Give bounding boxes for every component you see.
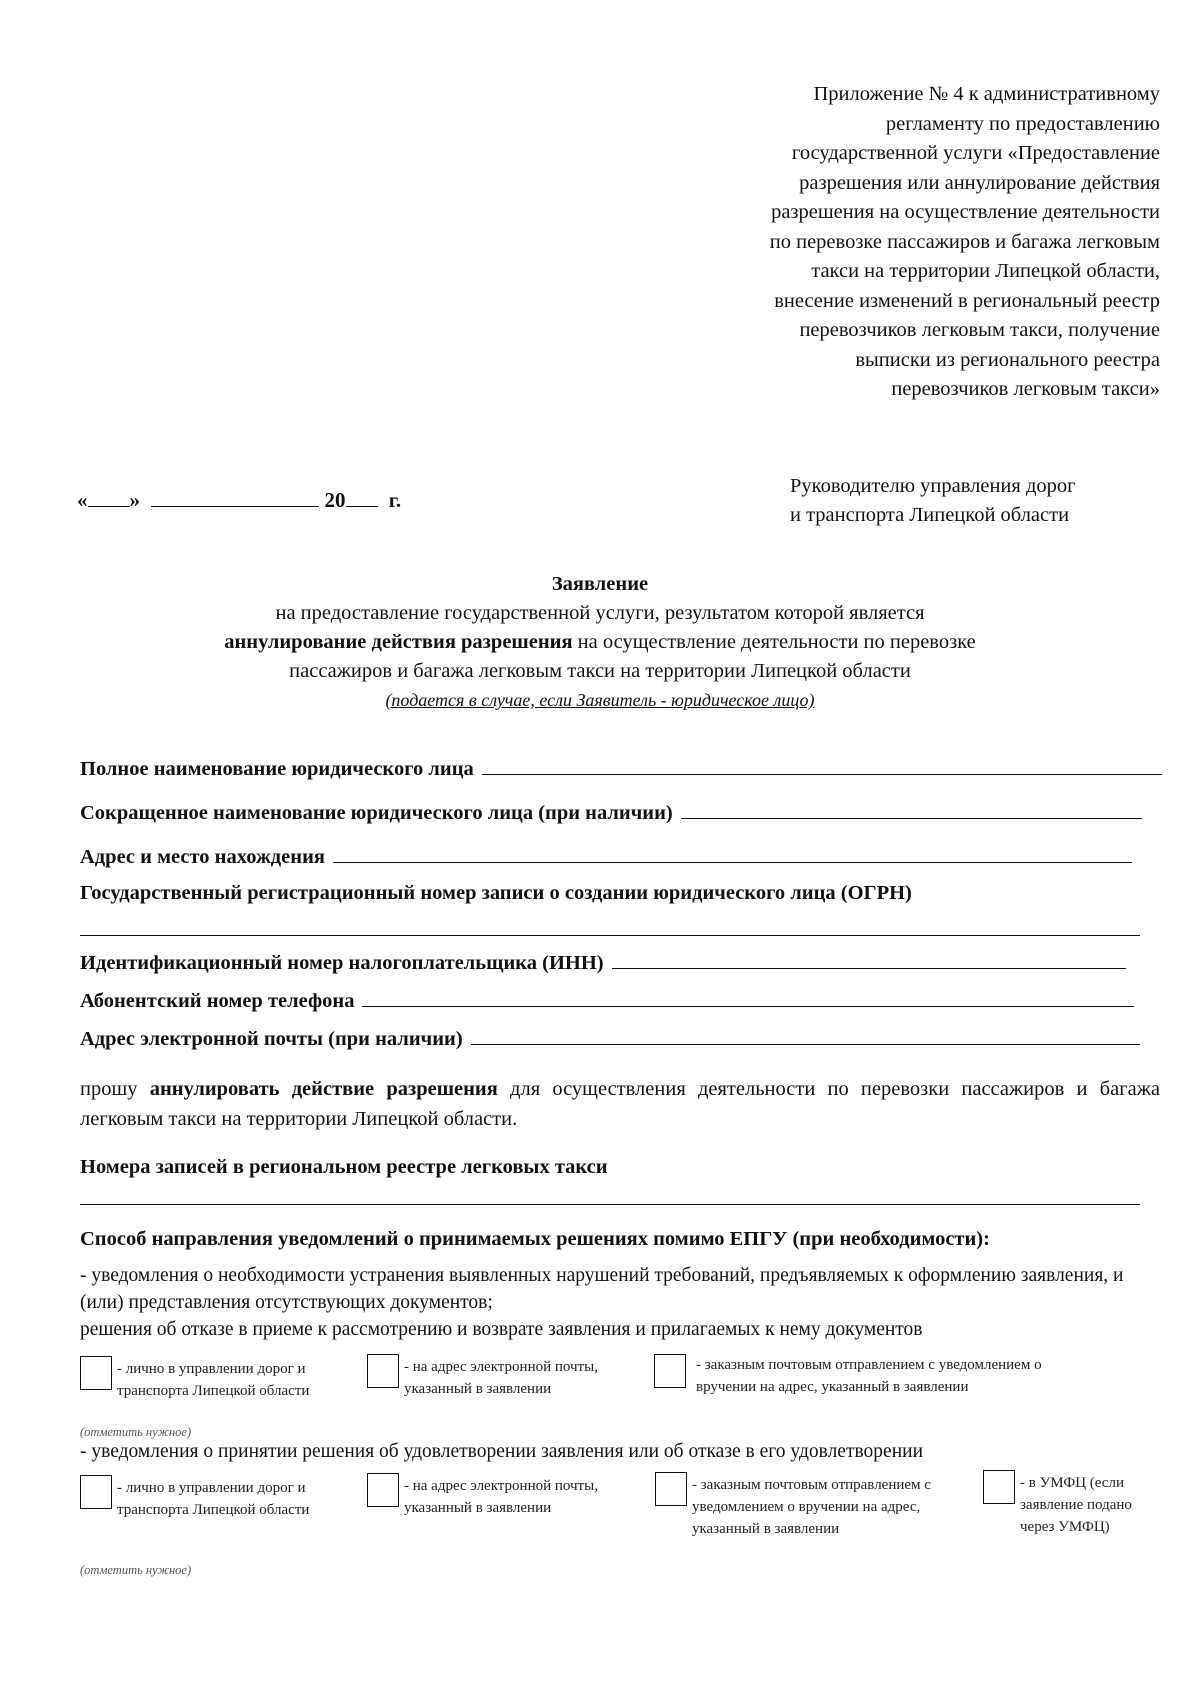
annex-line: по перевозке пассажиров и багажа легковым <box>769 230 1160 253</box>
annex-line: выписки из регионального реестра <box>855 348 1160 371</box>
option-line: указанный в заявлении <box>692 1521 840 1537</box>
annex-line: перевозчиков легковым такси» <box>891 378 1160 400</box>
year-suffix: г. <box>388 488 402 512</box>
notify1-mark-hint: (отметить нужное) <box>80 1425 192 1439</box>
notify2-option-post <box>692 1474 931 1540</box>
option-line: - в УМФЦ (если <box>1020 1475 1124 1491</box>
field-phone <box>80 990 1134 1013</box>
field-full-name <box>80 758 1162 781</box>
field-inn <box>80 952 1126 975</box>
notify2-checkbox-email[interactable] <box>367 1473 399 1507</box>
field-label: Адрес электронной почты (при наличии) <box>80 1028 463 1050</box>
day-blank[interactable] <box>88 488 130 507</box>
date-line <box>77 488 401 513</box>
inn-input-line[interactable] <box>612 952 1126 969</box>
email-input-line[interactable] <box>471 1028 1140 1045</box>
notify1-option-post <box>696 1354 1042 1398</box>
field-label: Полное наименование юридического лица <box>80 758 474 780</box>
request-bold-phrase: аннулировать действие разрешения <box>149 1078 498 1100</box>
field-label: Сокращенное наименование юридического лица (при наличии) <box>80 802 673 824</box>
field-address <box>80 846 1132 869</box>
option-line: транспорта Липецкой области <box>117 1383 310 1399</box>
option-line: указанный в заявлении <box>404 1500 552 1516</box>
notify1-checkbox-post[interactable] <box>654 1354 686 1388</box>
title-line: пассажиров и багажа легковым такси на территории Липецкой области <box>289 660 911 682</box>
annex-line: такси на территории Липецкой области, <box>811 260 1160 282</box>
field-label: Абонентский номер телефона <box>80 990 355 1012</box>
notify1-option-personal <box>117 1358 309 1402</box>
annex-line: внесение изменений в региональный реестр <box>774 289 1160 312</box>
notify1-checkbox-personal[interactable] <box>80 1356 112 1390</box>
date-open-quote: « <box>77 488 88 512</box>
notify2-checkbox-personal[interactable] <box>80 1475 112 1509</box>
address-input-line[interactable] <box>333 846 1132 863</box>
option-line: заявление подано <box>1020 1497 1132 1513</box>
notify2-option-email <box>404 1475 598 1519</box>
title-heading: Заявление <box>551 573 649 595</box>
title-bold-phrase: аннулирование действия разрешения <box>224 631 573 653</box>
option-line: - заказным почтовым отправлением с <box>692 1477 931 1493</box>
option-line: - заказным почтовым отправлением с уведомлением о <box>696 1357 1042 1373</box>
field-label: Идентификационный номер налогоплательщика (ИНН) <box>80 952 604 974</box>
month-blank[interactable] <box>151 488 319 507</box>
year-prefix: 20 <box>324 488 346 512</box>
option-line: указанный в заявлении <box>404 1381 552 1397</box>
notify1-option-email <box>404 1356 598 1400</box>
short-name-input-line[interactable] <box>681 802 1142 819</box>
annex-line: Приложение № 4 к административному <box>813 83 1160 105</box>
notify1-checkbox-email[interactable] <box>367 1354 399 1388</box>
notify-label: Способ направления уведомлений о принимаемых решениях помимо ЕПГУ (при необходимости): <box>80 1228 990 1250</box>
annex-line: государственной услуги «Предоставление <box>791 142 1160 164</box>
request-text: для осуществления деятельности по перевозки пассажиров и багажа легковым такси на территории Липецкой области. <box>80 1078 1160 1130</box>
annex-line: разрешения на осуществление деятельности <box>771 201 1160 223</box>
annex-line: регламенту по предоставлению <box>885 112 1160 135</box>
recipient-line: и транспорта Липецкой области <box>790 504 1070 526</box>
option-line: - лично в управлении дорог и <box>117 1361 306 1377</box>
field-label: Адрес и место нахождения <box>80 846 325 868</box>
registry-input-line[interactable] <box>80 1204 1140 1205</box>
request-paragraph <box>80 1074 1160 1134</box>
option-line: - лично в управлении дорог и <box>117 1480 306 1496</box>
field-ogrn <box>80 882 912 905</box>
option-line: - на адрес электронной почты, <box>404 1478 598 1494</box>
notify2-text: - уведомления о принятии решения об удовлетворении заявления или об отказе в его удовлетворении <box>80 1441 924 1462</box>
notify2-checkbox-mfc[interactable] <box>983 1470 1015 1504</box>
notify1-text: - уведомления о необходимости устранения выявленных нарушений требований, предъявляемых к оформлению заявления, и (или) представления отсутствующих документов; <box>80 1265 1124 1313</box>
phone-input-line[interactable] <box>362 990 1134 1007</box>
annex-header <box>640 80 1160 405</box>
registry-label: Номера записей в региональном реестре легковых такси <box>80 1156 608 1178</box>
notify2-checkbox-post[interactable] <box>655 1472 687 1506</box>
ogrn-input-line[interactable] <box>80 935 1140 936</box>
request-text: прошу <box>80 1078 150 1100</box>
field-short-name <box>80 802 1142 825</box>
title-line: на предоставление государственной услуги, результатом которой является <box>275 602 925 624</box>
title-line <box>70 628 1130 657</box>
date-close-quote: » <box>129 488 140 512</box>
option-line: - на адрес электронной почты, <box>404 1359 598 1375</box>
field-email <box>80 1028 1140 1051</box>
title-line-rest: на осуществление деятельности по перевозке <box>572 631 976 653</box>
notify1-text2: решения об отказе в приеме к рассмотрению и возврате заявления и прилагаемых к нему документов <box>80 1319 923 1340</box>
year-blank[interactable] <box>346 488 378 507</box>
field-label: Государственный регистрационный номер записи о создании юридического лица (ОГРН) <box>80 882 912 904</box>
title-note: (подается в случае, если Заявитель - юридическое лицо) <box>385 690 815 710</box>
option-line: через УМФЦ) <box>1020 1519 1110 1535</box>
document-title <box>70 570 1130 715</box>
option-line: вручении на адрес, указанный в заявлении <box>696 1379 969 1395</box>
recipient-block <box>790 472 1150 530</box>
annex-line: перевозчиков легковым такси, получение <box>799 319 1160 341</box>
recipient-line: Руководителю управления дорог <box>790 475 1076 497</box>
option-line: транспорта Липецкой области <box>117 1502 310 1518</box>
annex-line: разрешения или аннулирование действия <box>799 171 1160 194</box>
notify2-option-mfc <box>1020 1472 1132 1538</box>
option-line: уведомлением о вручении на адрес, <box>692 1499 921 1515</box>
notify2-option-personal <box>117 1477 309 1521</box>
notify2-mark-hint: (отметить нужное) <box>80 1563 192 1577</box>
full-name-input-line[interactable] <box>482 758 1162 775</box>
